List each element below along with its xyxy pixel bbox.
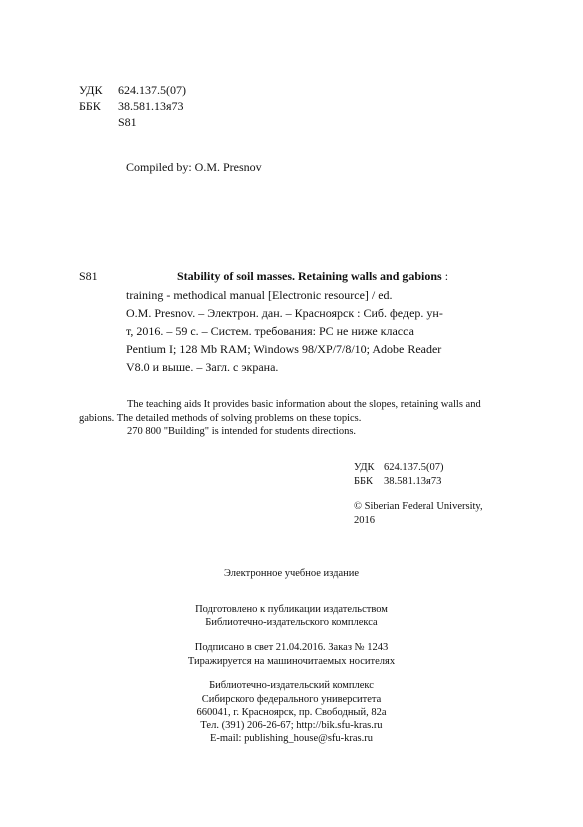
phone-line: Тел. (391) 206-26-67; http://bik.sfu-kras.ru xyxy=(200,720,383,731)
udk-value-right: 624.137.5(07) xyxy=(384,462,444,473)
copyright-line: © Siberian Federal University, xyxy=(354,501,483,512)
publisher-line: Сибирского федерального университета xyxy=(201,694,382,705)
bib-code: S81 xyxy=(79,269,98,283)
udk-label: УДК xyxy=(79,83,103,97)
bib-title: Stability of soil masses. Retaining walls and gabions xyxy=(177,269,442,283)
bib-title-line xyxy=(177,269,448,284)
edition-type: Электронное учебное издание xyxy=(223,568,360,579)
abstract-line: gabions. The detailed methods of solving problems on these topics. xyxy=(79,413,362,424)
media-line: Тиражируется на машиночитаемых носителях xyxy=(187,656,396,667)
prepared-line: Подготовлено к публикации издательством xyxy=(195,604,388,615)
classification-code: S81 xyxy=(118,115,137,129)
bbk-label-right: ББК xyxy=(354,476,374,487)
bib-title-suffix: : xyxy=(441,269,449,283)
publisher-line: Библиотечно-издательский комплекс xyxy=(209,680,374,691)
bib-line: т, 2016. – 59 с. – Систем. требования: PC не ниже класса xyxy=(126,324,414,338)
abstract-line: 270 800 "Building" is intended for students directions. xyxy=(127,426,357,437)
compiler: Compiled by: O.M. Presnov xyxy=(126,160,262,174)
udk-label-right: УДК xyxy=(354,462,375,473)
bbk-value: 38.581.13я73 xyxy=(118,99,184,113)
bib-line: Pentium I; 128 Mb RAM; Windows 98/XP/7/8/10; Adobe Reader xyxy=(126,342,442,356)
bib-line: O.M. Presnov. – Электрон. дан. – Красноярск : Сиб. федер. ун- xyxy=(126,306,443,320)
email-line: E-mail: publishing_house@sfu-kras.ru xyxy=(209,733,374,744)
address-line: 660041, г. Красноярск, пр. Свободный, 82а xyxy=(196,707,387,718)
signed-line: Подписано в свет 21.04.2016. Заказ № 1243 xyxy=(194,642,389,653)
udk-value: 624.137.5(07) xyxy=(118,83,186,97)
prepared-line: Библиотечно-издательского комплекса xyxy=(205,617,378,628)
bbk-value-right: 38.581.13я73 xyxy=(384,476,442,487)
bib-line: training - methodical manual [Electronic resource] / ed. xyxy=(126,288,393,302)
bbk-label: ББК xyxy=(79,99,101,113)
abstract-line: The teaching aids It provides basic information about the slopes, retaining walls and xyxy=(127,399,481,410)
bib-line: V8.0 и выше. – Загл. с экрана. xyxy=(126,360,279,374)
copyright-year: 2016 xyxy=(354,515,375,526)
